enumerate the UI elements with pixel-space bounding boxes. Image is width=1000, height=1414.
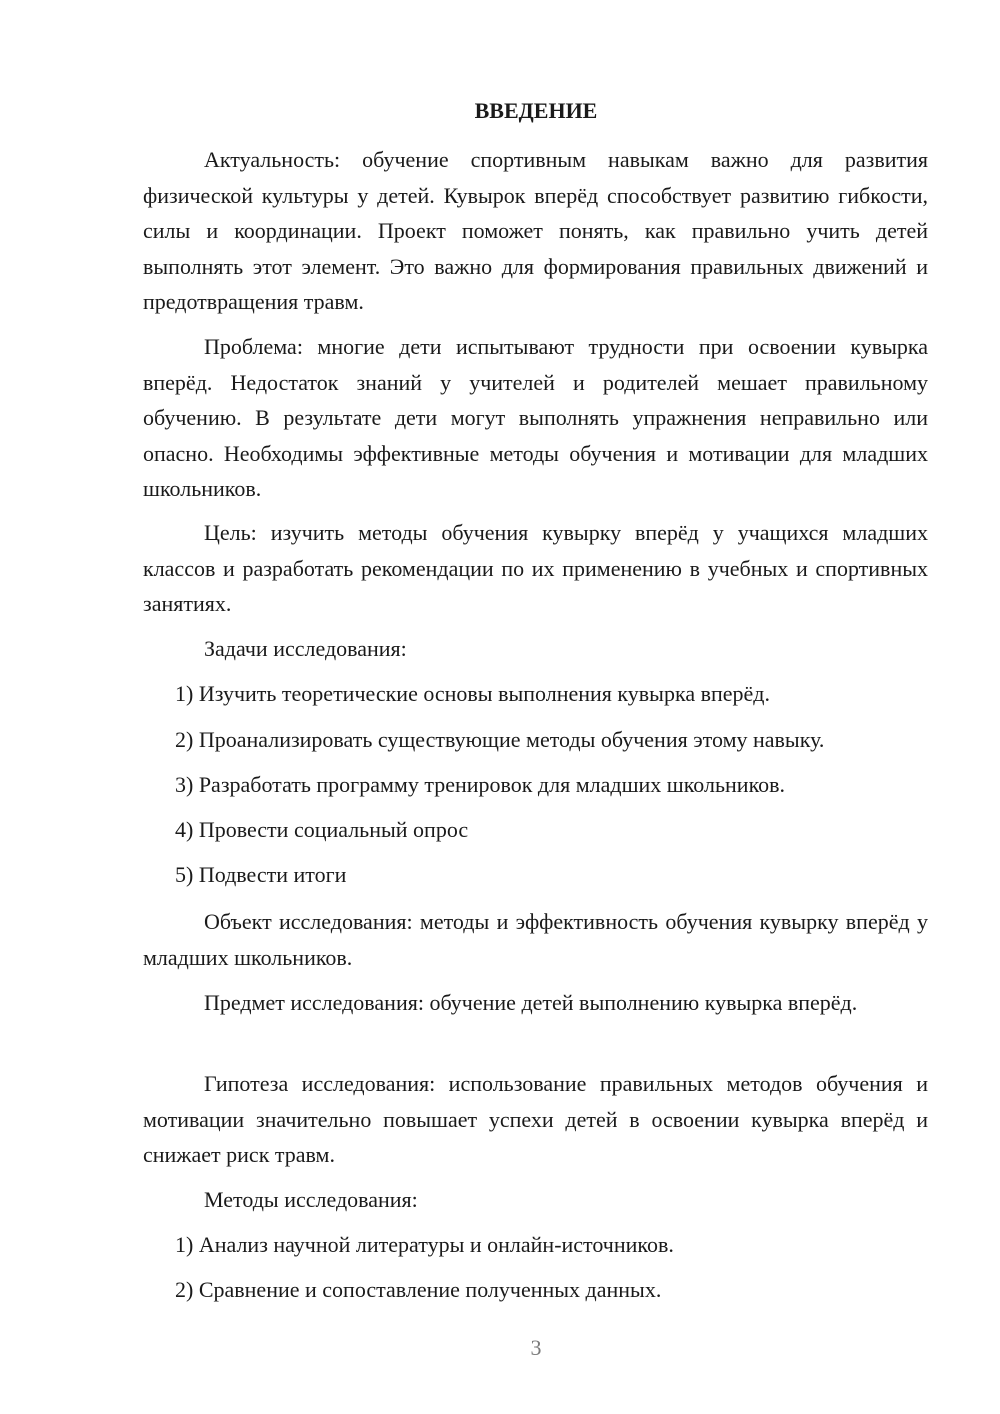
problem-paragraph: Проблема: многие дети испытывают трудности при освоении кувырка вперёд. Недостаток знаний у учителей и родителей мешает правильному обучению. В результате дети могут выполнять упражнения неправильно или опасно. Необходимы эффективные методы обучения и мотивации для младших школьников. bbox=[143, 334, 928, 501]
task-item: 3) Разработать программу тренировок для младших школьников. bbox=[175, 772, 786, 797]
task-item: 4) Провести социальный опрос bbox=[175, 817, 469, 842]
method-item: 1) Анализ научной литературы и онлайн-источников. bbox=[175, 1232, 674, 1257]
object-paragraph: Объект исследования: методы и эффективность обучения кувырку вперёд у младших школьников. bbox=[143, 909, 928, 970]
task-item: 2) Проанализировать существующие методы обучения этому навыку. bbox=[175, 727, 825, 752]
hypothesis-paragraph: Гипотеза исследования: использование правильных методов обучения и мотивации значительно повышает успехи детей в освоении кувырка вперёд и снижает риск травм. bbox=[143, 1071, 928, 1167]
task-item: 1) Изучить теоретические основы выполнения кувырка вперёд. bbox=[175, 681, 770, 706]
subject-paragraph: Предмет исследования: обучение детей выполнению кувырка вперёд. bbox=[204, 990, 858, 1015]
method-item: 2) Сравнение и сопоставление полученных данных. bbox=[175, 1277, 662, 1302]
tasks-heading: Задачи исследования: bbox=[204, 636, 407, 661]
page-number: 3 bbox=[530, 1335, 542, 1360]
goal-paragraph: Цель: изучить методы обучения кувырку вперёд у учащихся младших классов и разработать рекомендации по их применению в учебных и спортивных занятиях. bbox=[143, 520, 928, 616]
page-title: ВВЕДЕНИЕ bbox=[474, 98, 598, 123]
task-item: 5) Подвести итоги bbox=[175, 862, 347, 887]
methods-heading: Методы исследования: bbox=[204, 1187, 418, 1212]
relevance-paragraph: Актуальность: обучение спортивным навыкам важно для развития физической культуры у детей. Кувырок вперёд способствует развитию гибкости, силы и координации. Проект поможет понять, как правильно учить детей выполнять этот элемент. Это важно для формирования правильных движений и предотвращения травм. bbox=[143, 147, 928, 314]
